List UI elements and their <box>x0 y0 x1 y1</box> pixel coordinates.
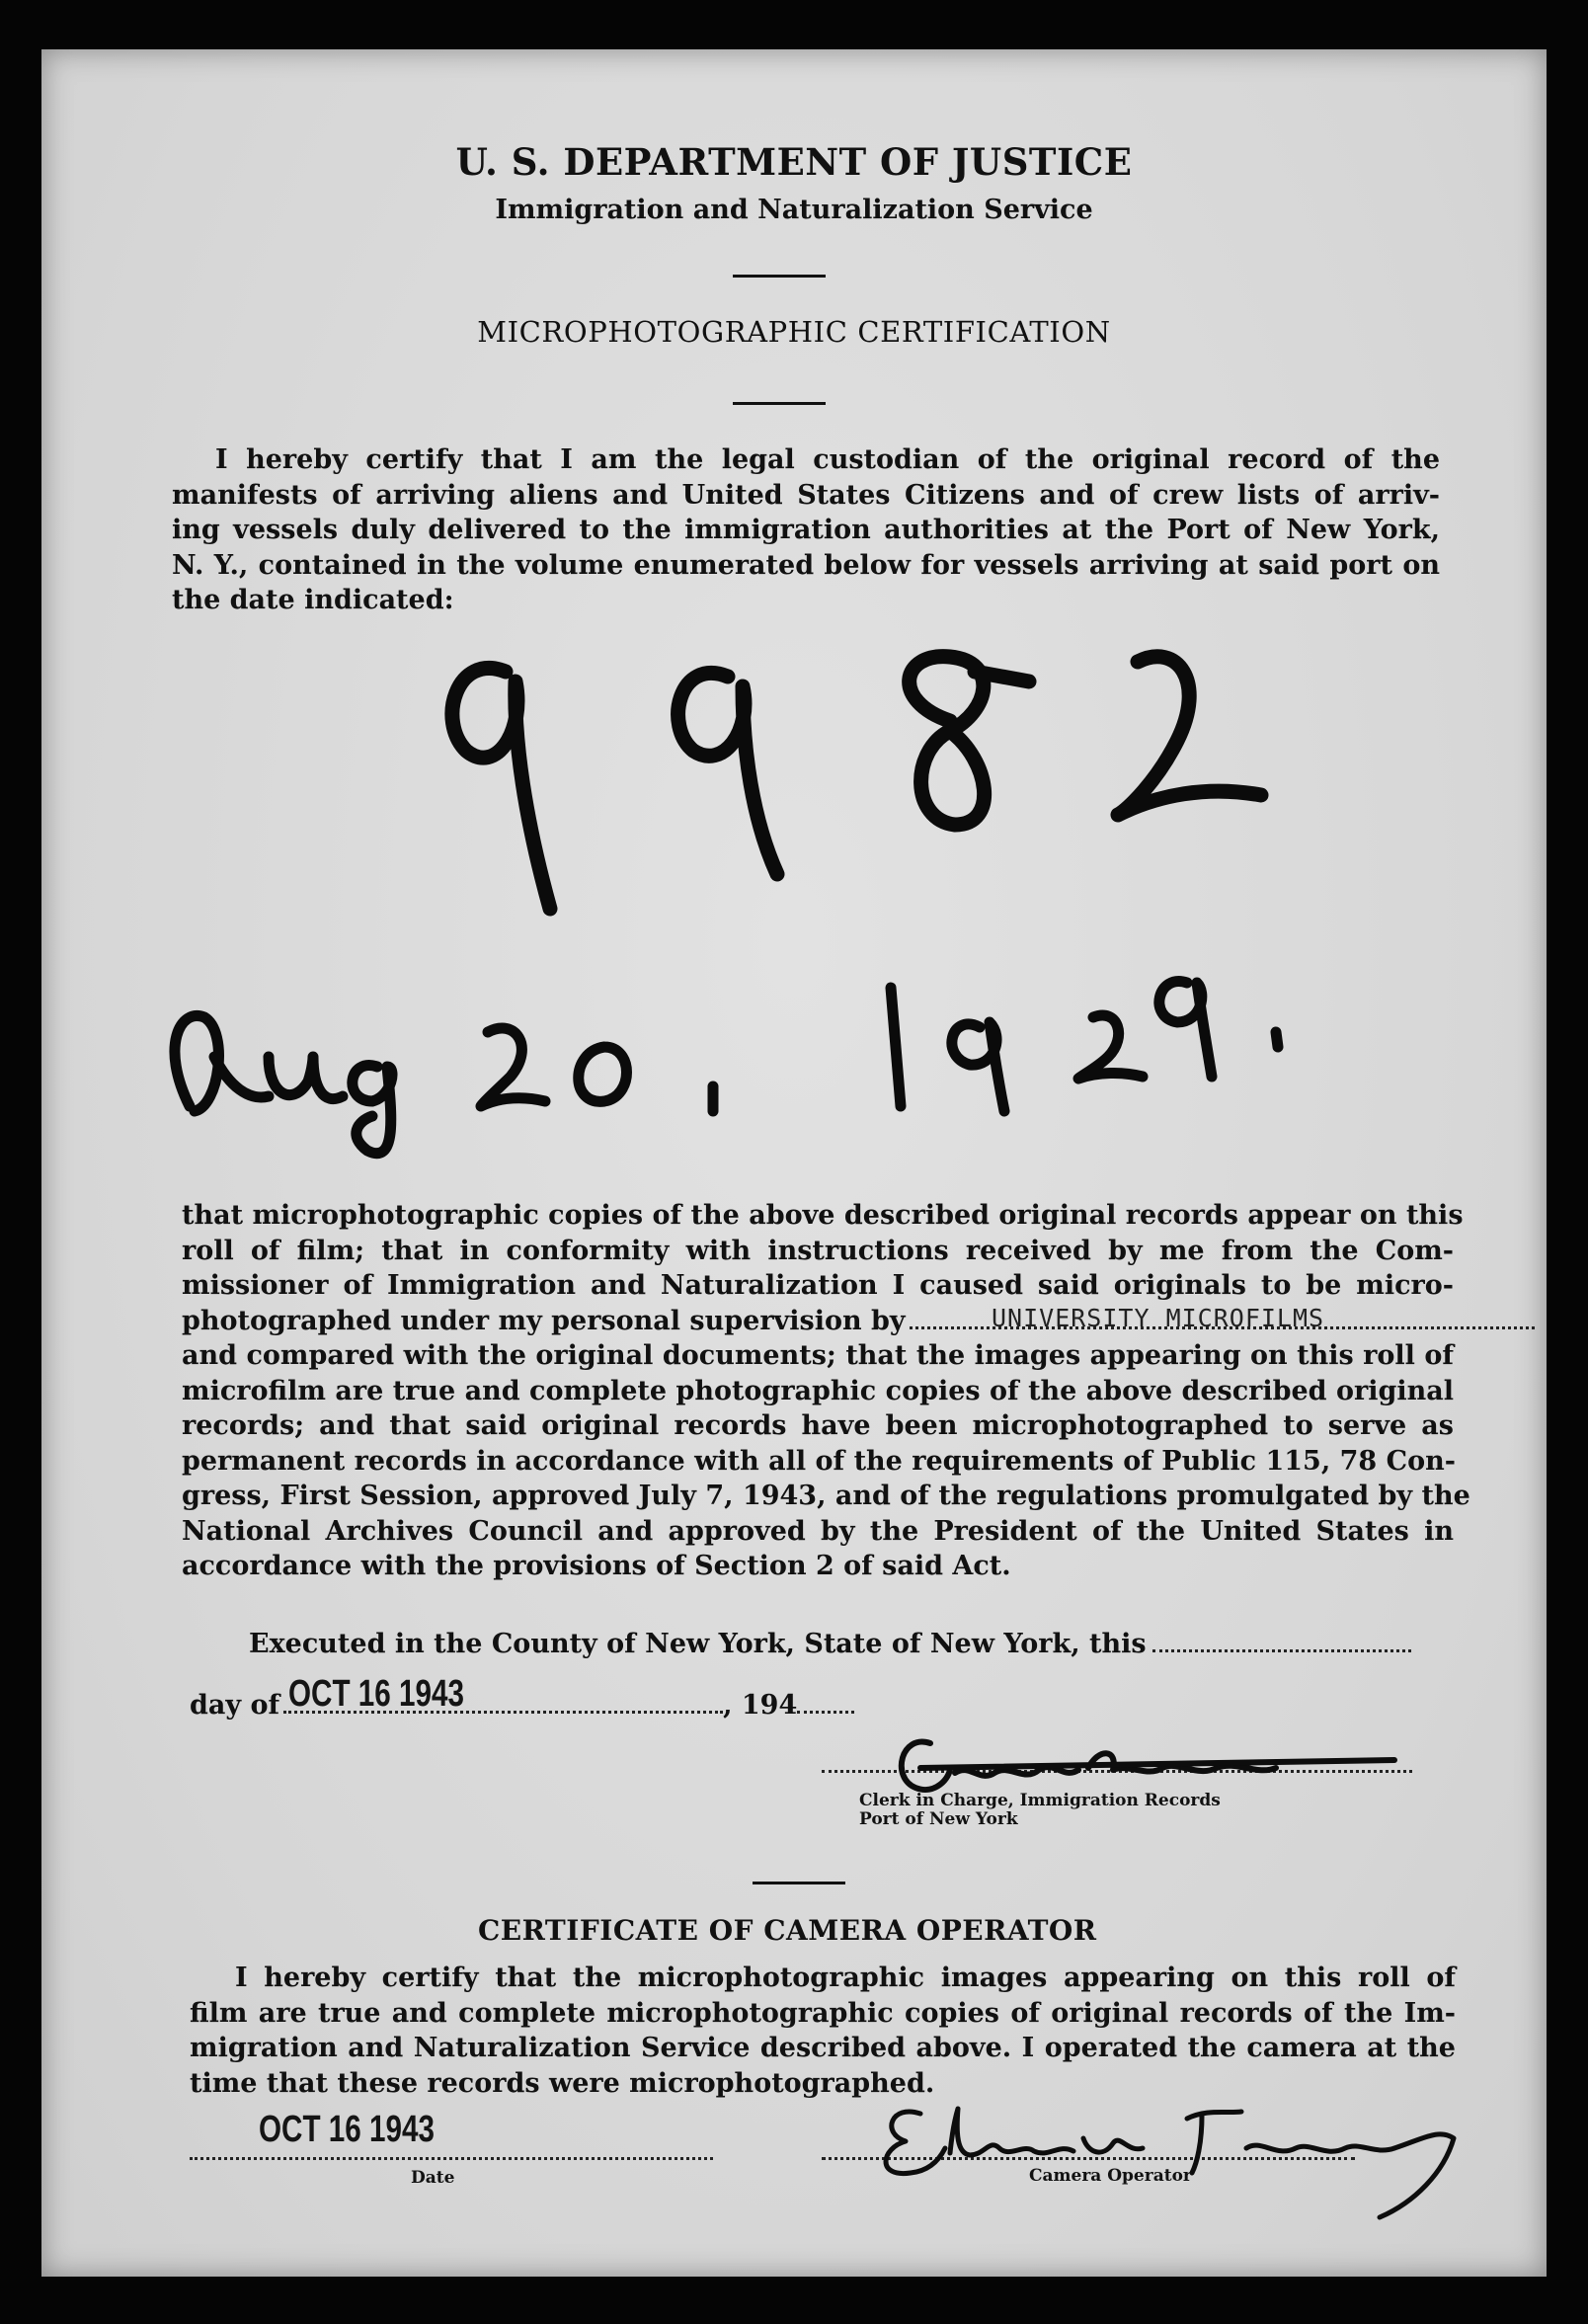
camera-operator-heading: CERTIFICATE OF CAMERA OPERATOR <box>478 1914 1097 1947</box>
records-line: roll of film; that in conformity with instructions received by me from the Com- <box>182 1235 1454 1266</box>
clerk-office: Port of New York <box>859 1809 1018 1829</box>
records-line: missioner of Immigration and Naturalization I caused said originals to be micro- <box>182 1270 1454 1301</box>
records-paragraph <box>182 1198 1470 1584</box>
header-divider <box>733 275 826 278</box>
microfilm-company: UNIVERSITY MICROFILMS <box>992 1304 1325 1332</box>
records-line: and compared with the original documents; that the images appearing on this roll of <box>182 1340 1454 1371</box>
section-divider <box>753 1882 845 1884</box>
custodian-line: N. Y., contained in the volume enumerated below for vessels arriving at said port on <box>172 549 1440 581</box>
clerk-title: Clerk in Charge, Immigration Records <box>859 1791 1221 1810</box>
year-prefix: , 194 <box>723 1690 798 1721</box>
custodian-line: manifests of arriving aliens and United States Citizens and of crew lists of arriv- <box>172 479 1440 511</box>
certificate-page <box>41 49 1547 2277</box>
handwritten-volume-number <box>397 612 1286 948</box>
date-label: Date <box>411 2168 455 2188</box>
supervision-prefix: photographed under my personal supervision by <box>182 1305 906 1336</box>
custodian-line: the date indicated: <box>172 585 454 615</box>
records-line: that microphotographic copies of the above described original records appear on this <box>182 1200 1464 1231</box>
custodian-line: ing vessels duly delivered to the immigration authorities at the Port of New York, <box>172 515 1440 545</box>
records-line: records; and that said original records have been microphotographed to serve as <box>182 1410 1454 1441</box>
records-line: gress, First Session, approved July 7, 1943, and of the regulations promulgated by the <box>182 1481 1470 1511</box>
executed-line <box>249 1627 1411 1662</box>
day-field <box>1152 1645 1411 1652</box>
year-field <box>797 1707 854 1714</box>
title-divider <box>733 402 826 405</box>
camera-operator-label: Camera Operator <box>1029 2166 1192 2186</box>
camera-date-stamp: OCT 16 1943 <box>259 2109 435 2150</box>
day-of-label: day of <box>190 1690 280 1721</box>
records-line: microfilm are true and complete photographic copies of the above described original <box>182 1375 1454 1406</box>
form-title: MICROPHOTOGRAPHIC CERTIFICATION <box>477 315 1111 349</box>
records-line: accordance with the provisions of Section 2 of said Act. <box>182 1551 1011 1581</box>
custodian-line: I hereby certify that I am the legal custodian of the original record of the <box>215 444 1440 475</box>
camera-operator-line: time that these records were microphotographed. <box>190 2067 935 2099</box>
records-line: permanent records in accordance with all of the requirements of Public 115, 78 Con- <box>182 1445 1456 1477</box>
execution-date-stamp: OCT 16 1943 <box>288 1673 464 1715</box>
camera-operator-line: migration and Naturalization Service described above. I operated the camera at the <box>190 2033 1456 2063</box>
camera-date-line <box>190 2153 713 2160</box>
department-heading: U. S. DEPARTMENT OF JUSTICE <box>455 140 1133 184</box>
camera-operator-line: film are true and complete microphotographic copies of original records of the Im- <box>190 1997 1456 2029</box>
camera-operator-paragraph <box>190 1961 1456 2101</box>
executed-text: Executed in the County of New York, State of New York, this <box>249 1629 1147 1659</box>
service-subheading: Immigration and Naturalization Service <box>495 195 1093 225</box>
custodian-paragraph <box>172 442 1440 618</box>
records-line: National Archives Council and approved by the President of the United States in <box>182 1515 1454 1547</box>
camera-operator-line: I hereby certify that the microphotographic images appearing on this roll of <box>235 1963 1456 1993</box>
handwritten-date <box>120 909 1365 1175</box>
